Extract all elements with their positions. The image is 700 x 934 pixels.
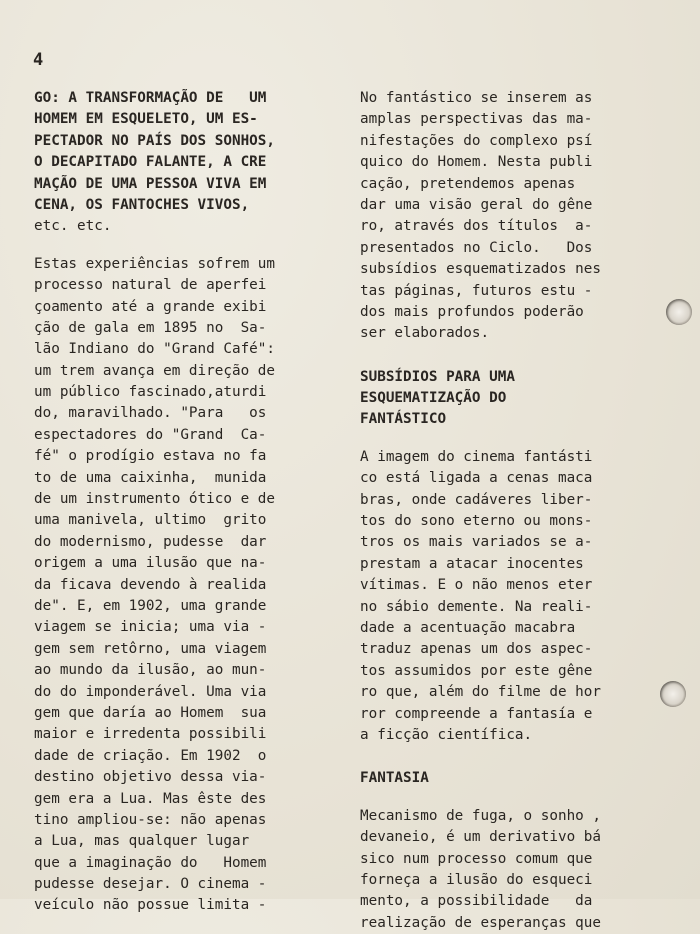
text-line: traduz apenas um dos aspec- xyxy=(360,641,593,658)
text-line: tos assumidos por este gêne xyxy=(360,662,593,679)
text-line: A imagem do cinema fantásti xyxy=(360,448,593,465)
text-line: tino ampliou-se: não apenas xyxy=(34,811,267,828)
text-line: da ficava devendo à realida xyxy=(34,576,267,593)
text-line: ao mundo da ilusão, ao mun- xyxy=(34,662,267,679)
caps-block xyxy=(34,88,334,238)
section-heading: SUBSÍDIOS PARA UMA xyxy=(360,368,515,385)
text-line: lão Indiano do "Grand Café": xyxy=(34,341,276,358)
text-line: um público fascinado,aturdi xyxy=(34,384,267,401)
text-line: forneça a ilusão do esqueci xyxy=(360,871,593,888)
text-line: no sábio demente. Na reali- xyxy=(360,598,593,615)
text-line: veículo não possue limita - xyxy=(34,897,267,914)
text-line: mento, a possibilidade da xyxy=(360,893,593,910)
text-line: ção de gala em 1895 no Sa- xyxy=(34,319,267,336)
section-heading: FANTASIA xyxy=(360,770,429,787)
text-line: presentados no Ciclo. Dos xyxy=(360,239,593,256)
body-paragraph xyxy=(34,254,334,917)
text-line: Mecanismo de fuga, o sonho , xyxy=(360,807,602,824)
text-line: Estas experiências sofrem um xyxy=(34,255,276,272)
text-line: dar uma visão geral do gêne xyxy=(360,196,593,213)
text-line: sico num processo comum que xyxy=(360,850,593,867)
text-line: pudesse desejar. O cinema - xyxy=(34,876,267,893)
text-line: ser elaborados. xyxy=(360,325,490,342)
text-line: realização de esperanças que xyxy=(360,914,602,931)
text-line: tos do sono eterno ou mons- xyxy=(360,513,593,530)
text-line: destino objetivo dessa via- xyxy=(34,769,267,786)
text-line: prestam a atacar inocentes xyxy=(360,555,584,572)
page-number: 4 xyxy=(33,50,44,70)
text-line: ro, através dos títulos a- xyxy=(360,218,593,235)
text-line: a ficção científica. xyxy=(360,726,533,743)
text-line: uma manivela, ultimo grito xyxy=(34,512,267,529)
text-line: espectadores do "Grand Ca- xyxy=(34,426,267,443)
caps-line: O DECAPITADO FALANTE, A CRE xyxy=(34,154,267,171)
caps-line: CENA, OS FANTOCHES VIVOS, xyxy=(34,196,250,213)
text-line: um trem avança em direção de xyxy=(34,362,276,379)
text-line: çoamento até a grande exibi xyxy=(34,298,267,315)
text-line: gem era a Lua. Mas êste des xyxy=(34,790,267,807)
text-line: de um instrumento ótico e de xyxy=(34,491,276,508)
text-line: ror compreende a fantasía e xyxy=(360,705,593,722)
caps-line: MAÇÃO DE UMA PESSOA VIVA EM xyxy=(34,175,267,192)
text-line: vítimas. E o não menos eter xyxy=(360,577,593,594)
text-line: do modernismo, pudesse dar xyxy=(34,533,267,550)
text-line: processo natural de aperfei xyxy=(34,277,267,294)
text-line: ro que, além do filme de hor xyxy=(360,684,602,701)
caps-line: PECTADOR NO PAÍS DOS SONHOS, xyxy=(34,132,276,149)
text-line: a Lua, mas qualquer lugar xyxy=(34,833,250,850)
punch-hole xyxy=(666,299,692,325)
text-line: No fantástico se inserem as xyxy=(360,90,593,106)
text-line: to de uma caixinha, munida xyxy=(34,469,267,486)
text-line: subsídios esquematizados nes xyxy=(360,261,602,278)
text-line: amplas perspectivas das ma- xyxy=(360,111,593,128)
text-line: viagem se inicia; uma via - xyxy=(34,619,267,636)
text-line: tas páginas, futuros estu - xyxy=(360,282,593,299)
text-line: do do imponderável. Uma via xyxy=(34,683,267,700)
left-column xyxy=(34,88,334,917)
text-line: origem a uma ilusão que na- xyxy=(34,555,267,572)
section-fantasia xyxy=(360,768,656,934)
punch-hole xyxy=(660,681,686,707)
text-line: de". E, em 1902, uma grande xyxy=(34,597,267,614)
text-line: maior e irredenta possibili xyxy=(34,726,267,743)
caps-line: HOMEM EM ESQUELETO, UM ES- xyxy=(34,111,258,128)
text-line: cação, pretendemos apenas xyxy=(360,175,576,192)
text-line: dade a acentuação macabra xyxy=(360,619,576,636)
text-line: do, maravilhado. "Para os xyxy=(34,405,267,422)
text-line: co está ligada a cenas maca xyxy=(360,470,593,487)
text-line: nifestações do complexo psí xyxy=(360,132,593,149)
section-heading: ESQUEMATIZAÇÃO DO xyxy=(360,390,507,407)
text-line: bras, onde cadáveres liber- xyxy=(360,491,593,508)
right-column xyxy=(360,88,656,934)
section-heading: FANTÁSTICO xyxy=(360,411,447,428)
caps-tail: etc. etc. xyxy=(34,218,112,235)
text-line: dos mais profundos poderão xyxy=(360,303,584,320)
text-line: dade de criação. Em 1902 o xyxy=(34,747,267,764)
intro-paragraph xyxy=(360,88,656,345)
text-line: que a imaginação do Homem xyxy=(34,854,267,871)
text-line: gem que daría ao Homem sua xyxy=(34,704,267,721)
text-line: gem sem retôrno, uma viagem xyxy=(34,640,267,657)
text-line: fé" o prodígio estava no fa xyxy=(34,448,267,465)
text-line: devaneio, é um derivativo bá xyxy=(360,829,602,846)
caps-line: GO: A TRANSFORMAÇÃO DE UM xyxy=(34,90,267,106)
section-subsidios xyxy=(360,367,656,747)
text-line: tros os mais variados se a- xyxy=(360,534,593,551)
text-line: quico do Homem. Nesta publi xyxy=(360,154,593,171)
